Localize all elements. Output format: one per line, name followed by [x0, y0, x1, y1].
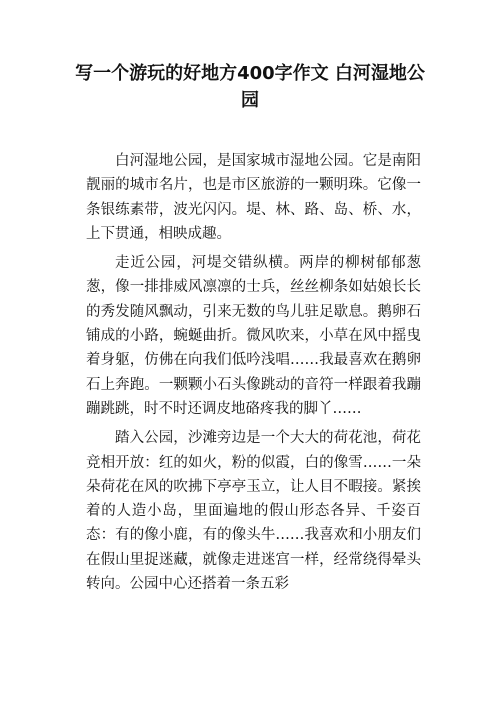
- paragraph-1: 白河湿地公园，是国家城市湿地公园。它是南阳靓丽的城市名片，也是市区旅游的一颗明珠。它像一条银练素带，波光闪闪。堤、林、路、岛、桥、水，上下贯通，相映成趣。: [86, 153, 421, 242]
- paragraph-3: 踏入公园，沙滩旁边是一个大大的荷花池，荷花竞相开放：红的如火，粉的似霞，白的像雪……一朵朵荷花在风的吹拂下亭亭玉立，让人目不暇接。紧挨着的人造小岛，里面遍地的假山形态各异、千姿百态：有的像小鹿，有的像头牛……我喜欢和小朋友们在假山里捉迷藏，就像走进迷宫一样，经常绕得晕头转向。公园中心还搭着一条五彩: [86, 430, 421, 593]
- document-title: 写一个游玩的好地方400字作文 白河湿地公园: [75, 63, 425, 111]
- document-body: [86, 149, 421, 601]
- paragraph-2: 走近公园，河堤交错纵横。两岸的柳树郁郁葱葱，像一排排威风凛凛的士兵，丝丝柳条如姑娘长长的秀发随风飘动，引来无数的鸟儿驻足歇息。鹅卵石铺成的小路，蜿蜒曲折。微风吹来，小草在风中摇曳着身躯，仿佛在向我们低吟浅唱……我最喜欢在鹅卵石上奔跑。一颗颗小石头像跳动的音符一样跟着我蹦蹦跳跳，时不时还调皮地硌疼我的脚丫……: [86, 255, 421, 417]
